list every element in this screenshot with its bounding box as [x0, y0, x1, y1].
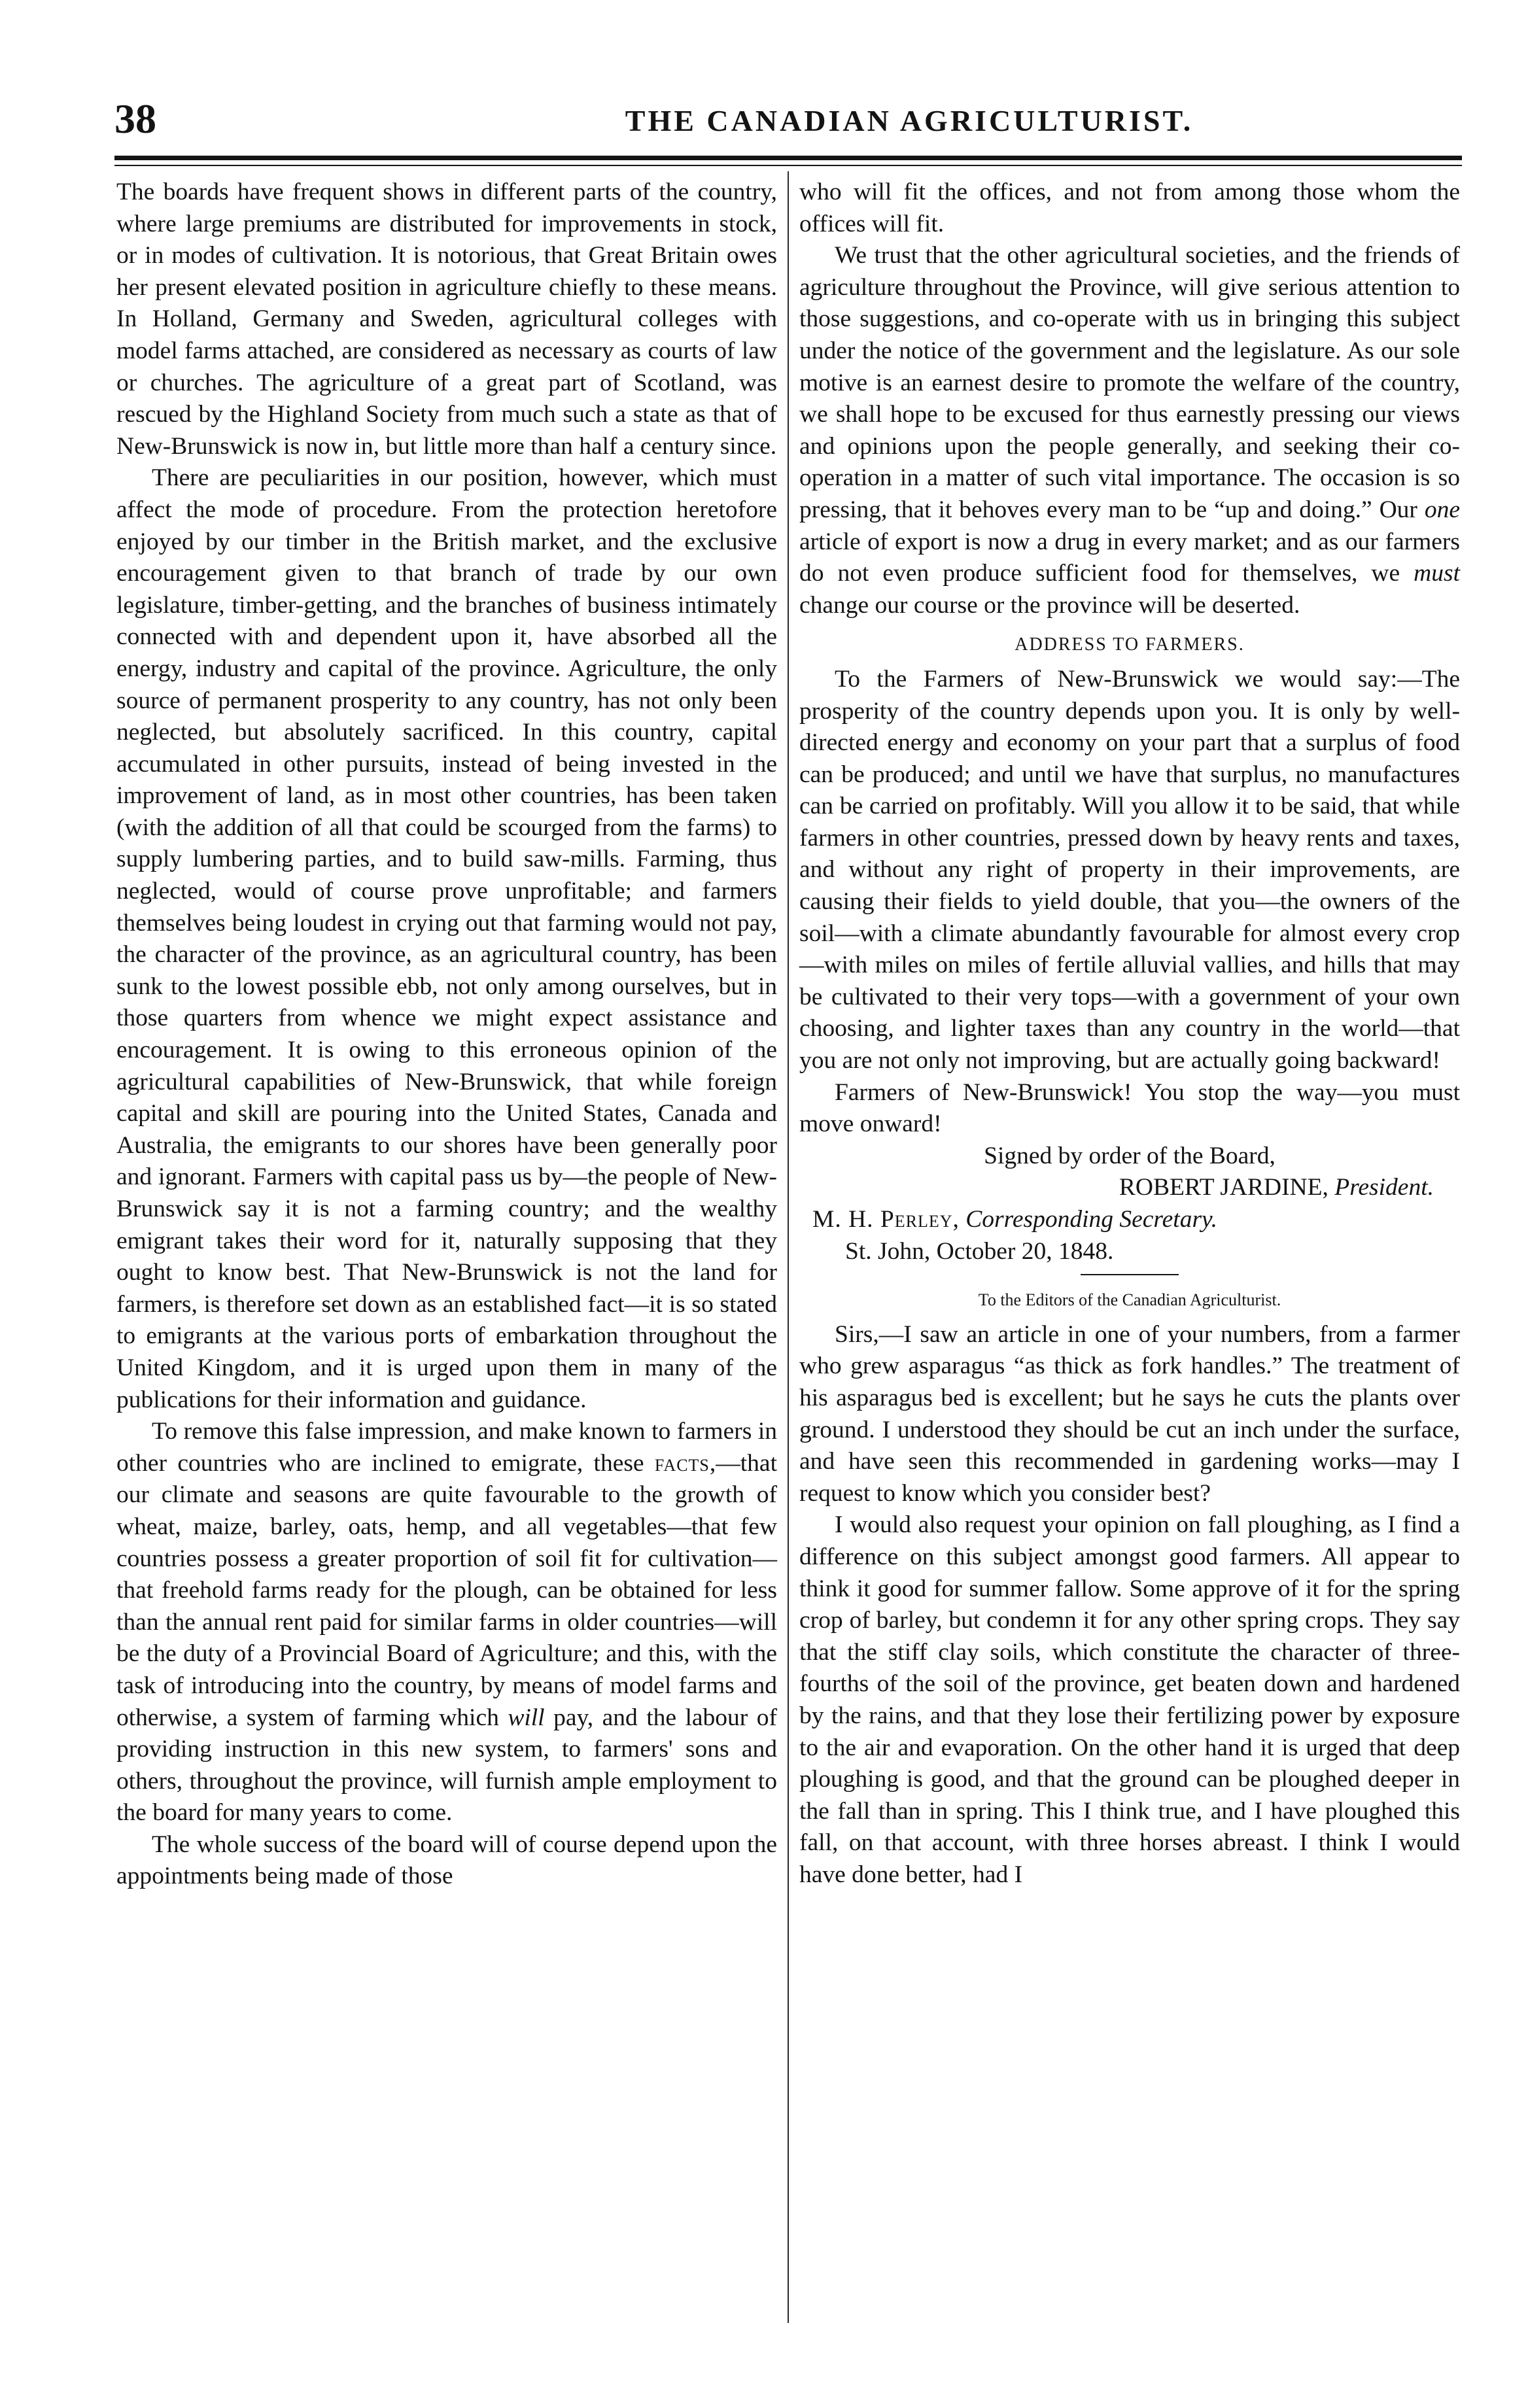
- secretary-name: M. H. Perley,: [812, 1206, 960, 1233]
- emphasis-one: one: [1424, 496, 1460, 523]
- secretary-title: Corresponding Secretary.: [965, 1206, 1217, 1233]
- secretary-signature: [799, 1204, 1460, 1236]
- address-paragraph-1: To the Farmers of New-Brunswick we would say:—The prosperity of the country depends upon you. It is only by well-directed energy and economy on your part that a surplus of food can be produced; and until we have that surplus, no manufactures can be carried on profitably. Will you allow it to be said, that while farmers in other countries, pressed down by heavy rents and taxes, and without any right of property in their improvements, are causing their fields to yield double, that you—the owners of the soil—with a climate abundantly favourable for almost every crop—with miles on miles of fertile alluvial vallies, and hills that may be cultivated to their very tops—with a government of your own choosing, and lighter taxes than any country in the world—that you are not only not improving, but are actually going backward!: [799, 665, 1460, 1075]
- text-run: To remove this false impression, and make known to farmers in other countries who are inclined to emigrate, these: [116, 1418, 777, 1477]
- header-rule-thin: [114, 165, 1462, 166]
- address-heading: ADDRESS TO FARMERS.: [1015, 634, 1245, 655]
- text-run: ,—that our climate and seasons are quite favourable to the growth of wheat, maize, barley, oats, hemp, and all vegetables—that few countries possess a greater proportion of soil fit for cultivation—that freehold farms ready for the plough, can be obtained for less than the annual rent paid for similar farms in older countries—will be the duty of a Provincial Board of Agriculture; and this, with the task of introducing into the country, by means of model farms and otherwise, a system of farming which: [116, 1449, 777, 1731]
- right-paragraph-1: who will fit the offices, and not from among those whom the offices will fit.: [799, 179, 1460, 237]
- right-column: [799, 177, 1460, 1891]
- left-column: [116, 177, 777, 1893]
- emphasis-must: must: [1414, 560, 1460, 587]
- letter-heading: To the Editors of the Canadian Agriculturist.: [978, 1290, 1281, 1310]
- section-divider: [1081, 1274, 1179, 1275]
- page-number: 38: [114, 95, 156, 142]
- header-rule-thick: [114, 156, 1462, 160]
- address-paragraph-2: Farmers of New-Brunswick! You stop the way—you must move onward!: [799, 1078, 1460, 1138]
- column-divider: [788, 171, 789, 2323]
- address-date: St. John, October 20, 1848.: [845, 1237, 1114, 1265]
- running-title: THE CANADIAN AGRICULTURIST.: [625, 104, 1194, 137]
- left-paragraph-3: [116, 1416, 777, 1829]
- letter-paragraph-2: I would also request your opinion on fall ploughing, as I find a difference on this subject amongst good farmers. All appear to think it good for summer fallow. Some approve of it for the spring crop of barley, but condemn it for any other spring crops. They say that the stiff clay soils, which constitute the character of three-fourths of the soil of the province, get beaten down and hardened by the rains, and that they lose their fertilizing power by exposure to the air and evaporation. On the other hand it is urged that deep ploughing is good, and that the ground can be ploughed deeper in the fall than in spring. This I think true, and I have ploughed this fall, on that account, with three horses abreast. I think I would have done better, had I: [799, 1511, 1460, 1888]
- text-run: article of export is now a drug in every market; and as our farmers do not even produce sufficient food for themselves, we: [799, 528, 1460, 587]
- left-paragraph-4: The whole success of the board will of course depend upon the appointments being made of those: [116, 1831, 777, 1890]
- left-paragraph-2: There are peculiarities in our position, however, which must affect the mode of procedure. From the protection heretofore enjoyed by our timber in the British market, and the exclusive encouragement given to that branch of trade by our own legislature, timber-getting, and the branches of business intimately connected with and dependent upon it, have absorbed all the energy, industry and capital of the province. Agriculture, the only source of permanent prosperity to any country, has not only been neglected, but absolutely sacrificed. In this country, capital accumulated in other pursuits, instead of being invested in the improvement of land, as in most other countries, has been taken (with the addition of all that could be scourged from the farms) to supply lumbering parties, and to build saw-mills. Farming, thus neglected, would of course prove unprofitable; and farmers themselves being loudest in crying out that farming would not pay, the character of the province, as an agricultural country, has been sunk to the lowest possible ebb, not only among ourselves, but in those quarters from whence we might expect assistance and encouragement. It is owing to this erroneous opinion of the agricultural capabilities of New-Brunswick, that while foreign capital and skill are pouring into the United States, Canada and Australia, the emigrants to our shores have been generally poor and ignorant. Farmers with capital pass us by—the people of New-Brunswick say it is not a farming country; and the wealthy emigrant takes their word for it, naturally supposing that they ought to know best. That New-Brunswick is not the land for farmers, is therefore set down as an established fact—it is so stated to emigrants at the various ports of embarkation throughout the United Kingdom, and it is urged upon them in many of the publications for their information and guidance.: [116, 464, 777, 1413]
- right-paragraph-2: [799, 240, 1460, 621]
- left-paragraph-1: The boards have frequent shows in different parts of the country, where large premiums are distributed for improvements in stock, or in modes of cultivation. It is notorious, that Great Britain owes her present elevated position in agriculture chiefly to these means. In Holland, Germany and Sweden, agricultural colleges with model farms attached, are considered as necessary as courts of law or churches. The agriculture of a great part of Scotland, was rescued by the Highland Society from much such a state as that of New-Brunswick is now in, but little more than half a century since.: [116, 179, 777, 460]
- signed-line: Signed by order of the Board,: [984, 1142, 1276, 1169]
- emphasis-will: will: [508, 1704, 545, 1731]
- emphasis-facts: facts: [654, 1449, 710, 1477]
- text-run: We trust that the other agricultural societies, and the friends of agriculture throughout the Province, will give serious attention to those suggestions, and co-operate with us in bringing this subject under the notice of the government and the legislature. As our sole motive is an earnest desire to promote the welfare of the country, we shall hope to be excused for thus earnestly pressing our views and opinions upon the people generally, and seeking their co-operation in a matter of such vital importance. The occasion is so pressing, that it behoves every man to be “up and doing.” Our: [799, 242, 1460, 523]
- text-run: change our course or the province will be deserted.: [799, 591, 1300, 619]
- president-signature: [799, 1172, 1460, 1204]
- letter-paragraph-1: Sirs,—I saw an article in one of your numbers, from a farmer who grew asparagus “as thick as fork handles.” The treatment of his asparagus bed is excellent; but he says he cuts the plants over ground. I understood they should be cut an inch under the surface, and have seen this recommended in gardening works—may I request to know which you consider best?: [799, 1320, 1460, 1507]
- president-title: President.: [1334, 1174, 1434, 1201]
- text-run: pay, and the labour of providing instruction in this new system, to farmers' sons and others, throughout the province, will furnish ample employment to the board for many years to come.: [116, 1704, 777, 1827]
- president-name: ROBERT JARDINE,: [1119, 1174, 1328, 1201]
